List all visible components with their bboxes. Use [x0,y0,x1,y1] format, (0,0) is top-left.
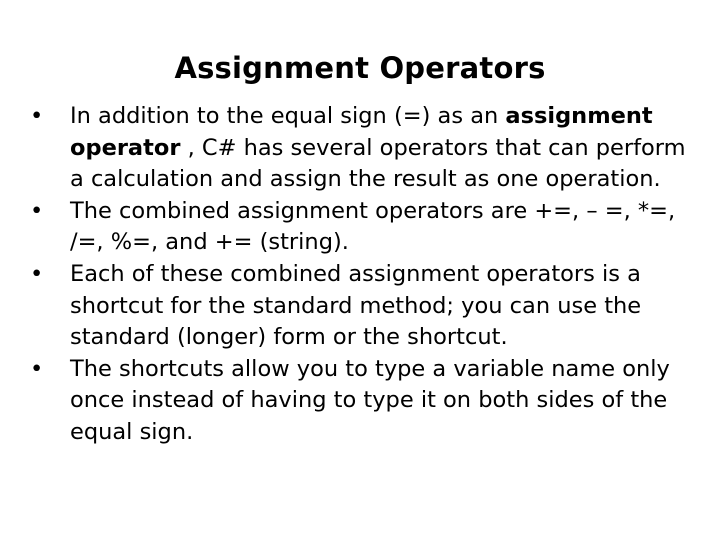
bullet-item [30,101,696,196]
bullet-item [30,354,696,449]
bullet-item [30,259,696,354]
bullet-icon: • [30,103,44,129]
bullet-list [30,101,696,449]
bullet-text: The combined assignment operators are +=, – =, *=, /=, %=, and += (string). [70,197,676,256]
bullet-text: The shortcuts allow you to type a variable name only once instead of having to type it on both sides of the equal sign. [70,355,670,445]
bullet-icon: • [30,197,44,224]
bullet-icon: • [30,355,44,382]
bullet-text-bold: assignment operator [70,103,653,161]
bullet-text: , C# has several operators that can perform a calculation and assign the result as one operation. [70,134,686,193]
bullet-text: Each of these combined assignment operators is a shortcut for the standard method; you can use the standard (longer) form or the shortcut. [70,260,642,351]
bullet-text: In addition to the equal sign (=) as an [70,103,506,129]
bullet-item [30,196,696,259]
bullet-icon: • [30,260,44,287]
slide-title: Assignment Operators [174,51,546,85]
